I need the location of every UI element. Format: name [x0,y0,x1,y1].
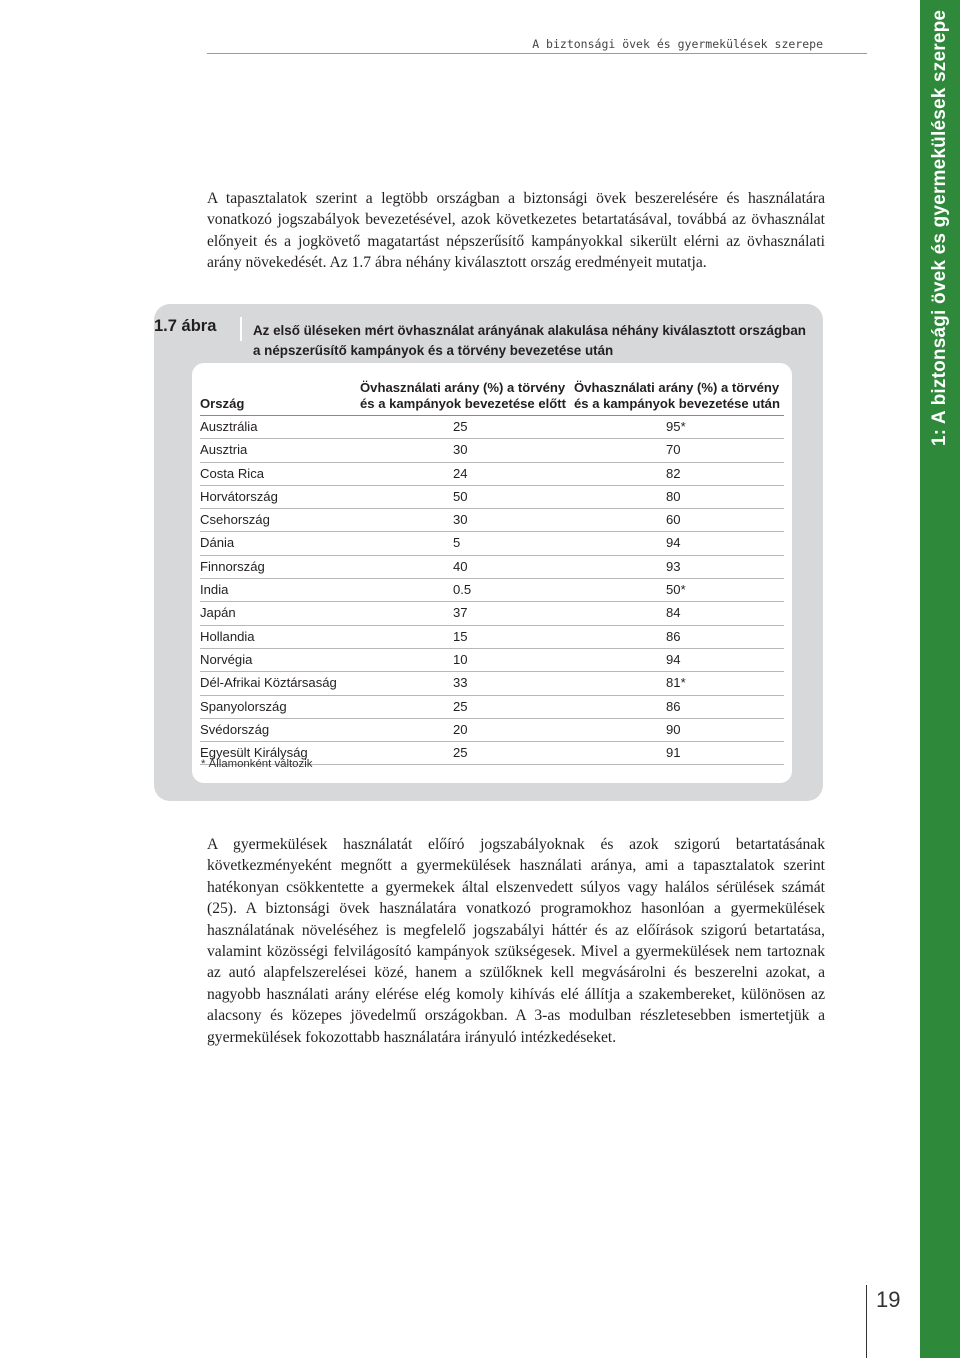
closing-paragraph: A gyermekülések használatát előíró jogszabályoknak és azok szigorú betartatásának következményeként megnőtt a gyermekülések használati aránya, ami a tapasztalatok szerint hatékonyan csökkentette a gyermekek által elszenvedett súlyos vagy halálos sérülések számát (25). A biztonsági övek használatára vonatkozó programokhoz hasonlóan a gyermekülések használatának növeléséhez is megfelelő jogszabályi háttér és az előírások szigorú betartatása, valamint közösségi felvilágosító kampányok szükségesek. Mivel a gyermekülések nem tartoznak az autó alapfelszerelései közé, hanem a szülőknek kell megvásárolni és beszerelni azokat, a nagyobb használati arány elérése elég komoly kihívás elé állítja a szakembereket, különösen az alacsony és közepes jövedelmű országokban. A 3-as modulban részletesebben ismertetjük a gyermekülések fokozottabb használatára irányuló intézkedéseket. [207,836,825,1046]
table-row [200,648,784,671]
table-row [200,579,784,602]
intro-paragraph: A tapasztalatok szerint a legtöbb országban a biztonsági övek beszerelésére és használatára vonatkozó jogszabályok bevezetésével, azok következetes betartatásával, továbbá az övhasználat előnyeit és a jogkövető magatartást népszerűsítő kampányokkal sikerült elérni az övhasználati arány növekedését. Az 1.7 ábra néhány kiválasztott ország eredményeit mutatja. [207,190,825,272]
cell-before: 10 [360,648,574,671]
cell-before: 15 [360,625,574,648]
cell-country: Finnország [200,555,360,578]
page-number: 19 [876,1287,901,1312]
table-row [200,602,784,625]
column-header-after: Övhasználati arány (%) a törvény és a kampányok bevezetése után [574,380,784,416]
cell-after: 94 [574,648,784,671]
cell-country: Norvégia [200,648,360,671]
figure-caption: Az első üléseken mért övhasználat arányának alakulása néhány kiválasztott országban a népszerűsítő kampányok és a törvény bevezetése után [253,323,806,358]
running-header: A biztonsági övek és gyermekülések szerepe [207,37,867,54]
cell-after: 86 [574,625,784,648]
cell-country: Spanyolország [200,695,360,718]
table-row [200,555,784,578]
cell-before: 40 [360,555,574,578]
cell-country: Egyesült Királyság [200,742,360,765]
table-row [200,625,784,648]
cell-after: 84 [574,602,784,625]
table-row [200,532,784,555]
table-row [200,672,784,695]
table-row [200,695,784,718]
cell-after: 81* [574,672,784,695]
cell-country: Dél-Afrikai Köztársaság [200,672,360,695]
cell-before: 30 [360,509,574,532]
cell-after: 60 [574,509,784,532]
figure-label: 1.7 ábra [154,317,217,335]
cell-after: 80 [574,485,784,508]
cell-before: 20 [360,718,574,741]
seatbelt-table [200,380,784,765]
cell-after: 93 [574,555,784,578]
cell-country: Csehország [200,509,360,532]
cell-after: 70 [574,439,784,462]
cell-after: 50* [574,579,784,602]
table-row [200,416,784,439]
table-row [200,509,784,532]
column-header-country: Ország [200,380,360,416]
table-row [200,718,784,741]
cell-country: Japán [200,602,360,625]
cell-after: 90 [574,718,784,741]
cell-after: 95* [574,416,784,439]
cell-before: 33 [360,672,574,695]
cell-country: Ausztria [200,439,360,462]
cell-before: 37 [360,602,574,625]
column-header-before: Övhasználati arány (%) a törvény és a kampányok bevezetése előtt [360,380,574,416]
cell-country: Dánia [200,532,360,555]
table-footnote: * Államonként változik [201,758,313,770]
cell-before: 50 [360,485,574,508]
table-row [200,439,784,462]
cell-country: Costa Rica [200,462,360,485]
cell-before: 25 [360,695,574,718]
cell-before: 5 [360,532,574,555]
cell-after: 91 [574,742,784,765]
cell-country: Ausztrália [200,416,360,439]
cell-after: 82 [574,462,784,485]
cell-country: India [200,579,360,602]
cell-before: 25 [360,742,574,765]
cell-after: 86 [574,695,784,718]
table-row [200,485,784,508]
cell-before: 24 [360,462,574,485]
page-number-rule [866,1285,867,1358]
figure-label-divider [240,317,242,341]
cell-country: Hollandia [200,625,360,648]
table-body [200,416,784,765]
cell-before: 30 [360,439,574,462]
cell-after: 94 [574,532,784,555]
cell-country: Svédország [200,718,360,741]
table-header-row [200,380,784,416]
cell-before: 25 [360,416,574,439]
chapter-sidebar-title: 1: A biztonsági övek és gyermekülések szerepe [929,9,950,447]
cell-country: Horvátország [200,485,360,508]
cell-before: 0.5 [360,579,574,602]
table-row [200,462,784,485]
